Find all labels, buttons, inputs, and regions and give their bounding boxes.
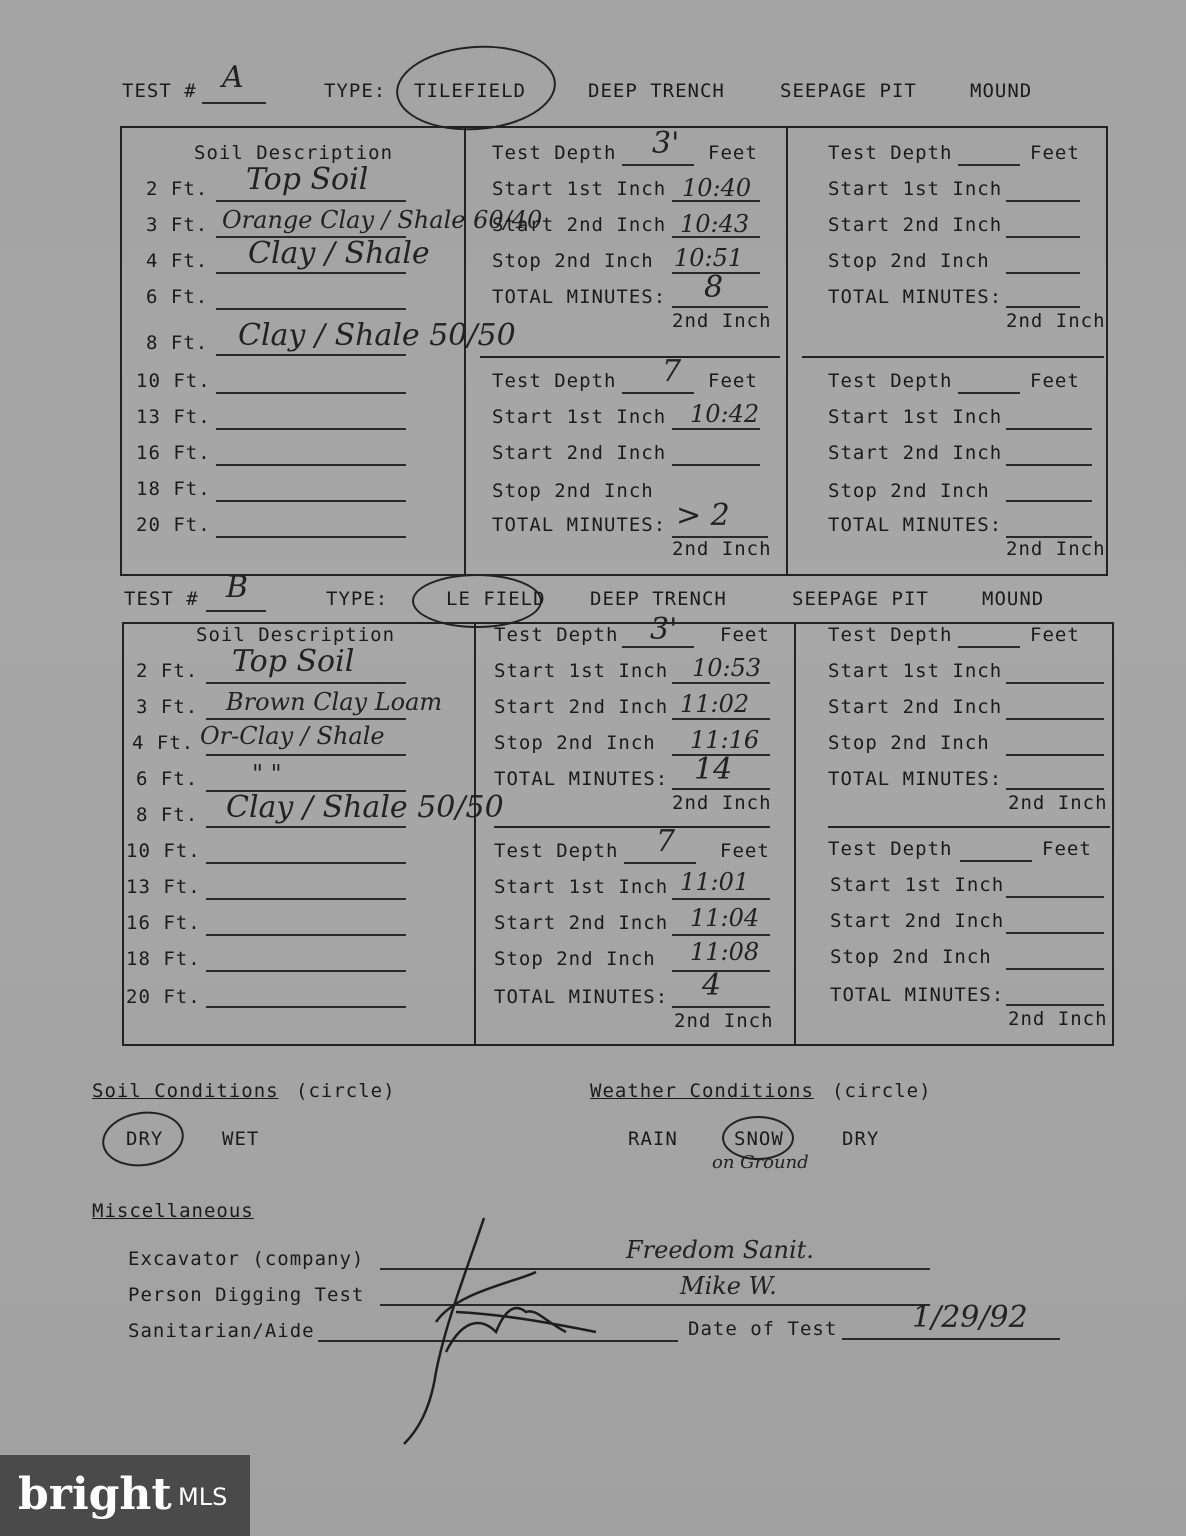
- blank-line: [1006, 306, 1080, 308]
- blank-line: [206, 754, 406, 756]
- test-value-line: [202, 102, 266, 104]
- blank-line: [958, 646, 1020, 648]
- misc-title: Miscellaneous: [92, 1200, 254, 1222]
- start1-value: 11:01: [680, 868, 750, 896]
- test-value-line: [206, 610, 266, 612]
- soil-value: Clay / Shale 50/50: [226, 790, 504, 825]
- per-inch-label: 2nd Inch: [1008, 792, 1108, 814]
- per-inch-label: 2nd Inch: [674, 1010, 774, 1032]
- test-depth-label: Test Depth: [492, 142, 617, 164]
- blank-line: [1006, 788, 1104, 790]
- soil-description-header: Soil Description: [196, 624, 396, 646]
- soil-option-dry: DRY: [126, 1128, 164, 1150]
- test-depth-value: 7: [662, 354, 682, 389]
- start2-label: Start 2nd Inch: [830, 910, 1005, 932]
- blank-line: [1006, 464, 1092, 466]
- blank-line: [1006, 718, 1104, 720]
- test-depth-label: Test Depth: [828, 838, 953, 860]
- start2-label: Start 2nd Inch: [494, 912, 669, 934]
- date-label: Date of Test: [688, 1318, 838, 1340]
- digger-value: Mike W.: [680, 1272, 777, 1300]
- stop2-label: Stop 2nd Inch: [828, 480, 990, 502]
- stop2-value: 11:16: [690, 726, 760, 754]
- divider: [794, 624, 796, 1044]
- type-option-le-field: LE FIELD: [446, 588, 546, 610]
- soil-value: Top Soil: [232, 644, 355, 679]
- feet-label: Feet: [720, 624, 770, 646]
- blank-line: [216, 308, 406, 310]
- per-inch-label: 2nd Inch: [672, 792, 772, 814]
- blank-line: [672, 428, 760, 430]
- total-minutes-label: TOTAL MINUTES:: [828, 768, 1003, 790]
- soil-value: Brown Clay Loam: [226, 688, 443, 716]
- per-inch-label: 2nd Inch: [672, 310, 772, 332]
- depth-label: 3 Ft.: [146, 214, 209, 236]
- total-minutes-label: TOTAL MINUTES:: [492, 286, 667, 308]
- divider: [786, 128, 788, 574]
- blank-line: [216, 464, 406, 466]
- type-option-mound: MOUND: [982, 588, 1045, 610]
- blank-line: [1006, 968, 1104, 970]
- start1-label: Start 1st Inch: [492, 406, 667, 428]
- type-option-deep-trench: DEEP TRENCH: [590, 588, 727, 610]
- total-minutes-label: TOTAL MINUTES:: [828, 286, 1003, 308]
- blank-line: [206, 970, 406, 972]
- depth-label: 20 Ft.: [126, 986, 201, 1008]
- depth-label: 8 Ft.: [136, 804, 199, 826]
- stop2-value: 10:51: [674, 244, 744, 272]
- blank-line: [672, 464, 760, 466]
- blank-line: [206, 934, 406, 936]
- blank-line: [1006, 500, 1092, 502]
- depth-label: 10 Ft.: [126, 840, 201, 862]
- weather-circle-note: (circle): [832, 1080, 932, 1102]
- weather-option-snow: SNOW: [734, 1128, 784, 1150]
- start1-label: Start 1st Inch: [494, 660, 669, 682]
- type-option-seepage-pit: SEEPAGE PIT: [792, 588, 929, 610]
- total-minutes-value: 4: [702, 968, 722, 1003]
- test-label: TEST #: [124, 588, 199, 610]
- excavator-label: Excavator (company): [128, 1248, 365, 1270]
- blank-line: [672, 788, 770, 790]
- soil-value: Or-Clay / Shale: [200, 722, 385, 750]
- blank-line: [216, 392, 406, 394]
- stop2-label: Stop 2nd Inch: [492, 250, 654, 272]
- blank-line: [622, 392, 694, 394]
- blank-line: [672, 306, 768, 308]
- blank-line: [1006, 236, 1080, 238]
- depth-label: 18 Ft.: [126, 948, 201, 970]
- blank-line: [206, 718, 406, 720]
- type-option-mound: MOUND: [970, 80, 1033, 102]
- weather-note: on Ground: [712, 1152, 809, 1173]
- start1-label: Start 1st Inch: [828, 660, 1003, 682]
- start2-label: Start 2nd Inch: [828, 442, 1003, 464]
- stop2-label: Stop 2nd Inch: [492, 480, 654, 502]
- digger-label: Person Digging Test: [128, 1284, 365, 1306]
- blank-line: [1006, 896, 1104, 898]
- test-depth-label: Test Depth: [494, 624, 619, 646]
- test-value: A: [222, 60, 244, 95]
- depth-label: 3 Ft.: [136, 696, 199, 718]
- soil-value: " ": [252, 760, 282, 788]
- start2-label: Start 2nd Inch: [492, 214, 667, 236]
- type-label: TYPE:: [324, 80, 387, 102]
- depth-label: 4 Ft.: [146, 250, 209, 272]
- total-minutes-label: TOTAL MINUTES:: [830, 984, 1005, 1006]
- feet-label: Feet: [1030, 142, 1080, 164]
- blank-line: [1006, 200, 1080, 202]
- divider: [474, 624, 476, 1044]
- soil-value: Clay / Shale: [248, 236, 430, 271]
- total-minutes-label: TOTAL MINUTES:: [494, 986, 669, 1008]
- type-label: TYPE:: [326, 588, 389, 610]
- depth-label: 16 Ft.: [136, 442, 211, 464]
- blank-line: [1006, 272, 1080, 274]
- soil-description-header: Soil Description: [194, 142, 394, 164]
- per-inch-label: 2nd Inch: [672, 538, 772, 560]
- blank-line: [672, 718, 770, 720]
- soil-circle-note: (circle): [296, 1080, 396, 1102]
- depth-label: 2 Ft.: [136, 660, 199, 682]
- signature: [396, 1212, 616, 1452]
- divider: [494, 826, 770, 828]
- blank-line: [960, 860, 1032, 862]
- per-inch-label: 2nd Inch: [1006, 538, 1106, 560]
- total-minutes-value: 8: [704, 270, 724, 305]
- blank-line: [1006, 1004, 1104, 1006]
- test-depth-label: Test Depth: [492, 370, 617, 392]
- blank-line: [958, 164, 1020, 166]
- depth-label: 2 Ft.: [146, 178, 209, 200]
- total-minutes-label: TOTAL MINUTES:: [492, 514, 667, 536]
- start1-label: Start 1st Inch: [492, 178, 667, 200]
- type-option-tilefield: TILEFIELD: [414, 80, 526, 102]
- sanitarian-label: Sanitarian/Aide: [128, 1320, 315, 1342]
- type-option-seepage-pit: SEEPAGE PIT: [780, 80, 917, 102]
- per-inch-label: 2nd Inch: [1008, 1008, 1108, 1030]
- start2-label: Start 2nd Inch: [828, 696, 1003, 718]
- depth-label: 6 Ft.: [136, 768, 199, 790]
- test-depth-label: Test Depth: [828, 370, 953, 392]
- depth-label: 13 Ft.: [126, 876, 201, 898]
- weather-option-rain: RAIN: [628, 1128, 678, 1150]
- soil-value: Orange Clay / Shale 60/40: [222, 206, 543, 234]
- feet-label: Feet: [1042, 838, 1092, 860]
- start2-value: 11:02: [680, 690, 750, 718]
- feet-label: Feet: [1030, 624, 1080, 646]
- type-option-deep-trench: DEEP TRENCH: [588, 80, 725, 102]
- depth-label: 16 Ft.: [126, 912, 201, 934]
- blank-line: [206, 1006, 406, 1008]
- depth-label: 18 Ft.: [136, 478, 211, 500]
- blank-line: [1006, 932, 1104, 934]
- test-depth-value: 3': [652, 126, 680, 161]
- blank-line: [672, 898, 770, 900]
- start1-label: Start 1st Inch: [830, 874, 1005, 896]
- blank-line: [216, 428, 406, 430]
- feet-label: Feet: [720, 840, 770, 862]
- blank-line: [1006, 754, 1104, 756]
- divider: [480, 356, 780, 358]
- depth-label: 10 Ft.: [136, 370, 211, 392]
- blank-line: [216, 536, 406, 538]
- total-minutes-label: TOTAL MINUTES:: [494, 768, 669, 790]
- blank-line: [206, 898, 406, 900]
- total-minutes-value: 14: [694, 752, 733, 787]
- depth-label: 13 Ft.: [136, 406, 211, 428]
- start2-label: Start 2nd Inch: [492, 442, 667, 464]
- start1-label: Start 1st Inch: [828, 406, 1003, 428]
- blank-line: [1006, 428, 1092, 430]
- date-value: 1/29/92: [912, 1300, 1028, 1335]
- blank-line: [624, 862, 696, 864]
- blank-line: [672, 682, 770, 684]
- start2-label: Start 2nd Inch: [494, 696, 669, 718]
- start1-value: 10:40: [682, 174, 752, 202]
- feet-label: Feet: [708, 370, 758, 392]
- blank-line: [216, 200, 406, 202]
- depth-label: 6 Ft.: [146, 286, 209, 308]
- stop2-label: Stop 2nd Inch: [828, 250, 990, 272]
- start2-label: Start 2nd Inch: [828, 214, 1003, 236]
- soil-conditions-title: Soil Conditions: [92, 1080, 279, 1102]
- blank-line: [216, 272, 406, 274]
- start1-value: 10:53: [692, 654, 762, 682]
- blank-line: [206, 862, 406, 864]
- soil-value: Clay / Shale 50/50: [238, 318, 516, 353]
- divider: [802, 356, 1104, 358]
- start1-label: Start 1st Inch: [494, 876, 669, 898]
- brightmls-logo: [0, 1455, 250, 1536]
- divider: [828, 826, 1110, 828]
- blank-line: [672, 934, 770, 936]
- blank-line: [1006, 682, 1104, 684]
- stop2-label: Stop 2nd Inch: [494, 732, 656, 754]
- weather-conditions-title: Weather Conditions: [590, 1080, 814, 1102]
- test-depth-label: Test Depth: [828, 142, 953, 164]
- test-depth-label: Test Depth: [494, 840, 619, 862]
- test-depth-value: 3': [650, 612, 678, 647]
- per-inch-label: 2nd Inch: [1006, 310, 1106, 332]
- start2-value: 10:43: [680, 210, 750, 238]
- test-b-table: [122, 622, 1114, 1046]
- blank-line: [206, 826, 406, 828]
- excavator-value: Freedom Sanit.: [626, 1236, 814, 1264]
- logo-suffix: MLS: [178, 1483, 228, 1511]
- feet-label: Feet: [708, 142, 758, 164]
- blank-line: [672, 1006, 770, 1008]
- total-minutes-value: > 2: [676, 498, 730, 533]
- blank-line: [958, 392, 1020, 394]
- stop2-value: 11:08: [690, 938, 760, 966]
- depth-label: 4 Ft.: [132, 732, 195, 754]
- test-value: B: [226, 570, 249, 605]
- blank-line: [206, 682, 406, 684]
- start2-value: 11:04: [690, 904, 760, 932]
- logo-brand: bright: [18, 1469, 172, 1520]
- blank-line: [216, 354, 406, 356]
- stop2-label: Stop 2nd Inch: [828, 732, 990, 754]
- weather-option-dry: DRY: [842, 1128, 880, 1150]
- stop2-label: Stop 2nd Inch: [494, 948, 656, 970]
- stop2-label: Stop 2nd Inch: [830, 946, 992, 968]
- soil-option-wet: WET: [222, 1128, 260, 1150]
- test-label: TEST #: [122, 80, 197, 102]
- blank-line: [622, 164, 694, 166]
- depth-label: 20 Ft.: [136, 514, 211, 536]
- test-depth-label: Test Depth: [828, 624, 953, 646]
- start1-value: 10:42: [690, 400, 760, 428]
- feet-label: Feet: [1030, 370, 1080, 392]
- depth-label: 8 Ft.: [146, 332, 209, 354]
- blank-line: [216, 500, 406, 502]
- total-minutes-label: TOTAL MINUTES:: [828, 514, 1003, 536]
- start1-label: Start 1st Inch: [828, 178, 1003, 200]
- soil-value: Top Soil: [246, 162, 369, 197]
- date-line: [842, 1338, 1060, 1340]
- test-depth-value: 7: [656, 824, 676, 859]
